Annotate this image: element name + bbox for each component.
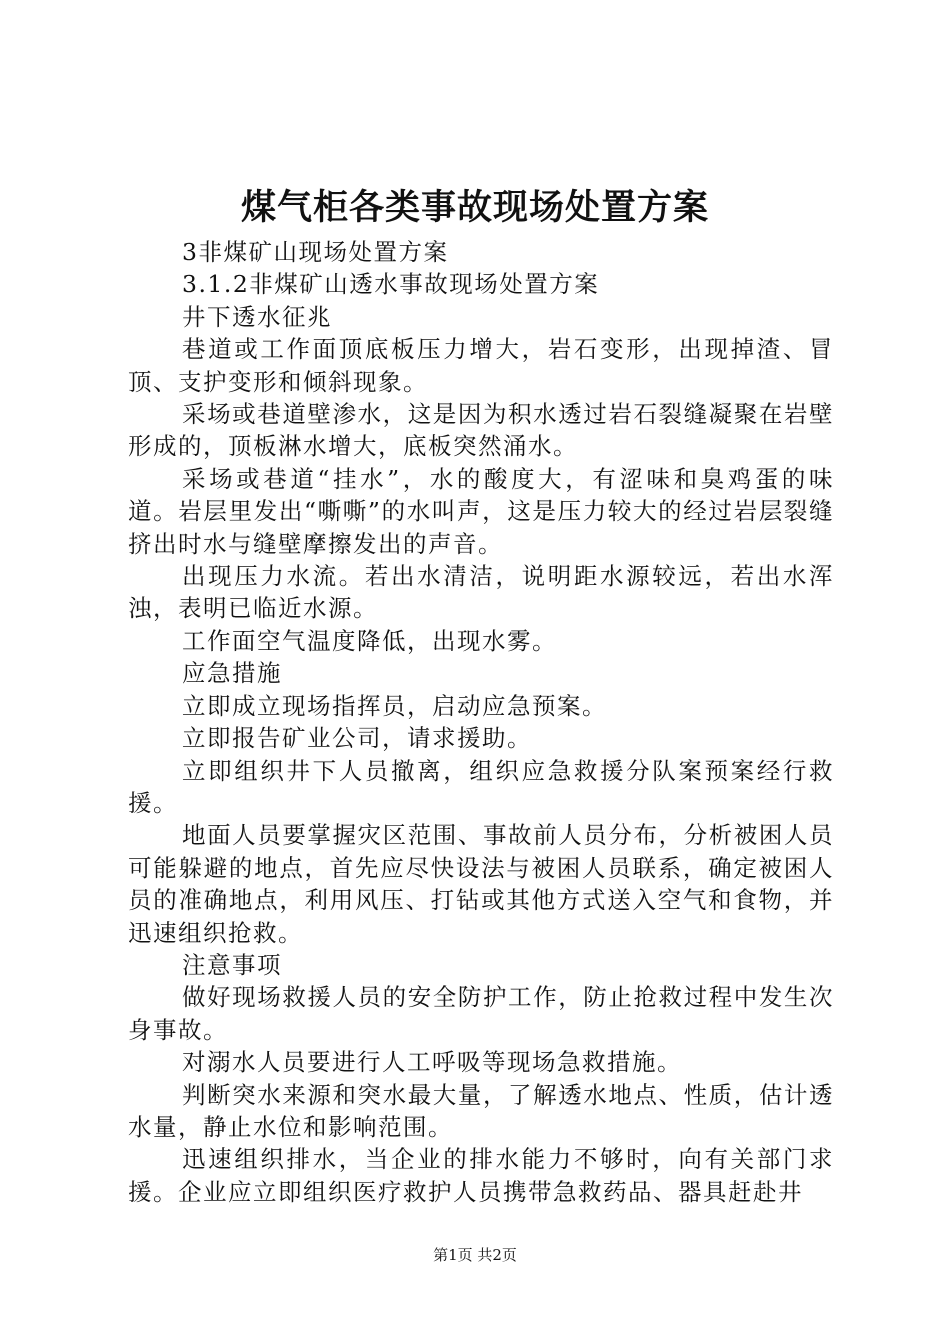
paragraph: 地面人员要掌握灾区范围、事故前人员分布，分析被困人员可能躲避的地点，首先应尽快设法与被困人员联系，确定被困人员的准确地点，利用风压、打钻或其他方式送入空气和食物，并迅速组织抢救。: [128, 821, 834, 947]
paragraph: 立即成立现场指挥员，启动应急预案。: [182, 691, 607, 720]
paragraph: 采场或巷道“挂水”，水的酸度大，有涩味和臭鸡蛋的味道。岩层里发出“嘶嘶”的水叫声，这是压力较大的经过岩层裂缝挤出时水与缝壁摩擦发出的声音。: [128, 464, 834, 558]
paragraph: 做好现场救援人员的安全防护工作，防止抢救过程中发生次身事故。: [128, 983, 834, 1044]
paragraph: 巷道或工作面顶底板压力增大，岩石变形，出现掉渣、冒顶、支护变形和倾斜现象。: [128, 335, 834, 396]
paragraph: 3.1.2非煤矿山透水事故现场处置方案: [182, 270, 600, 299]
paragraph: 对溺水人员要进行人工呼吸等现场急救措施。: [182, 1048, 682, 1077]
paragraph: 3非煤矿山现场处置方案: [182, 238, 449, 266]
paragraph: 工作面空气温度降低，出现水雾。: [182, 626, 557, 655]
document-body: [128, 236, 834, 1208]
document-title: 煤气柜各类事故现场处置方案: [240, 187, 709, 228]
paragraph: 井下透水征兆: [182, 302, 332, 331]
paragraph: 立即报告矿业公司，请求援助。: [182, 724, 532, 753]
paragraph: 立即组织井下人员撤离，组织应急救援分队案预案经行救援。: [128, 756, 834, 817]
paragraph: 采场或巷道壁渗水，这是因为积水透过岩石裂缝凝聚在岩壁形成的，顶板淋水增大，底板突然涌水。: [128, 400, 834, 461]
paragraph: 注意事项: [182, 950, 282, 979]
paragraph: 判断突水来源和突水最大量，了解透水地点、性质，估计透水量，静止水位和影响范围。: [128, 1080, 834, 1141]
paragraph: 应急措施: [182, 659, 282, 688]
page-footer: 第1页 共2页: [433, 1246, 517, 1264]
paragraph: 迅速组织排水，当企业的排水能力不够时，向有关部门求援。企业应立即组织医疗救护人员携带急救药品、器具赶赴井: [128, 1145, 834, 1206]
paragraph: 出现压力水流。若出水清洁，说明距水源较远，若出水浑浊，表明已临近水源。: [128, 562, 834, 623]
